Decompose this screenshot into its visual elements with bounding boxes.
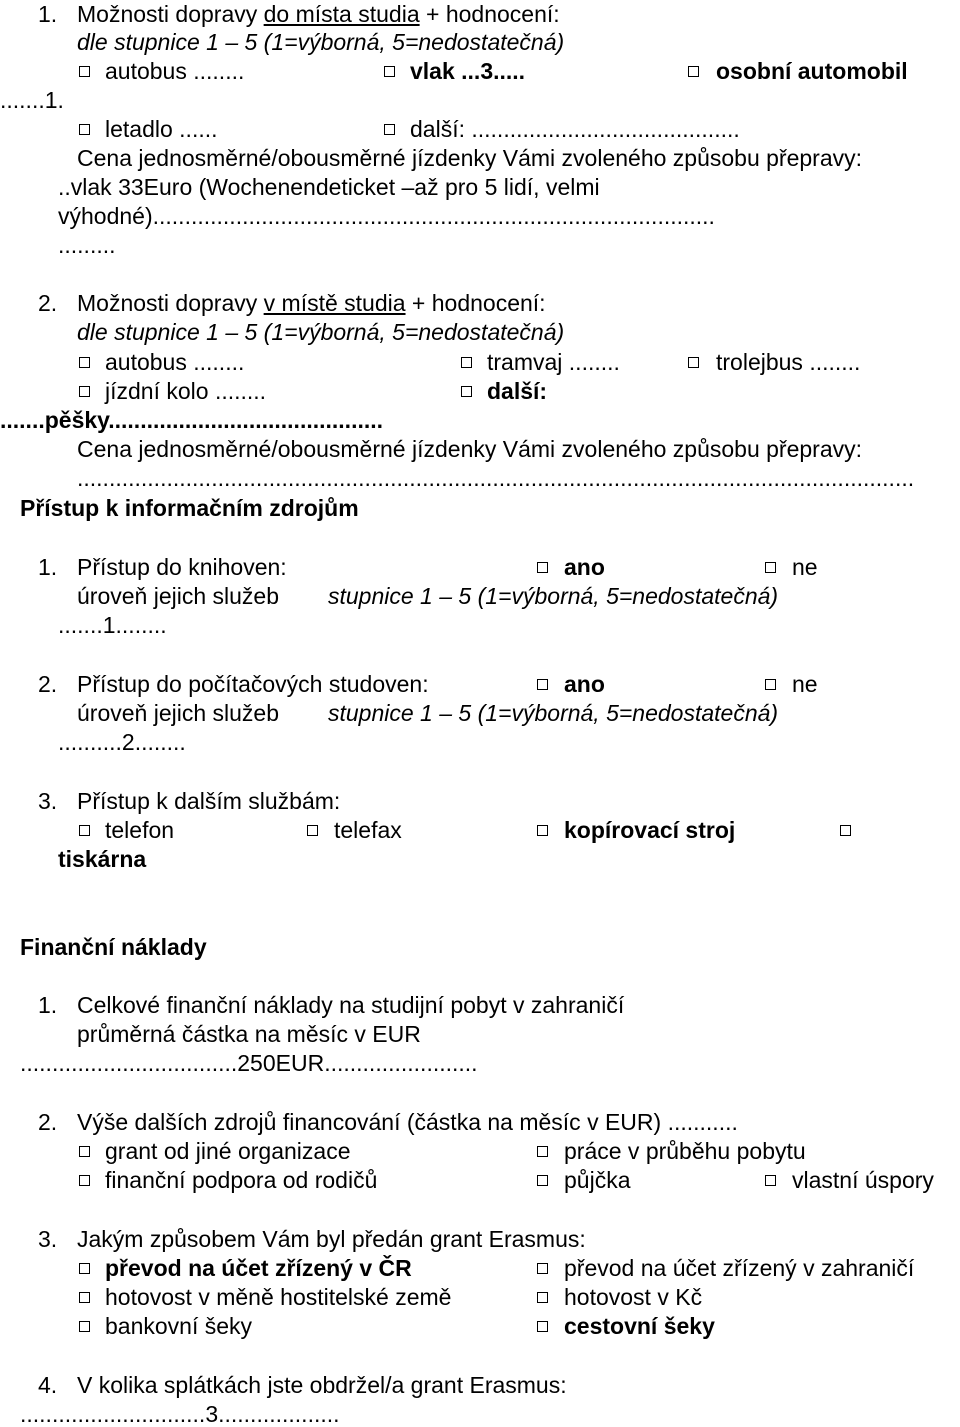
checkbox-travel-cheque[interactable]: [537, 1321, 548, 1332]
option-work: práce v průběhu pobytu: [564, 1138, 806, 1164]
option-yes: ano: [564, 671, 605, 697]
checkbox-bike[interactable]: [79, 386, 90, 397]
option-copier: kopírovací stroj: [564, 817, 736, 843]
option-phone: telefon: [105, 817, 175, 843]
option-other: další:: [487, 378, 548, 404]
option-bus: autobus ........: [105, 58, 245, 84]
section-heading-finance: Finanční náklady: [20, 934, 207, 960]
question-number: 2.: [38, 671, 58, 697]
rating-value: .......1........: [58, 612, 167, 638]
installments-value: .............................3...................: [20, 1401, 340, 1427]
price-value: ...................................................................................................................................: [77, 465, 915, 491]
question-label: V kolika splátkách jste obdržel/a grant Erasmus:: [77, 1372, 567, 1398]
question-label: Přístup do knihoven:: [77, 554, 287, 580]
other-value: .......pěšky...........................................: [0, 407, 384, 433]
question-number: 2.: [38, 290, 58, 316]
car-value: .......1.: [0, 87, 64, 113]
option-bus: autobus ........: [105, 349, 245, 375]
price-value-line2: výhodné)........................................................................................: [58, 203, 715, 229]
question-sublabel: průměrná částka na měsíc v EUR: [77, 1021, 421, 1047]
option-trolleybus: trolejbus ........: [716, 349, 861, 375]
question-title: Možnosti dopravy v místě studia + hodnocení:: [77, 290, 546, 316]
question-label: Celkové finanční náklady na studijní pobyt v zahraničí: [77, 992, 625, 1018]
option-savings: vlastní úspory: [792, 1167, 934, 1193]
question-number: 1.: [38, 1, 58, 27]
rating-scale: dle stupnice 1 – 5 (1=výborná, 5=nedostatečná): [77, 319, 565, 345]
checkbox-trolleybus[interactable]: [688, 357, 699, 368]
service-level-label: úroveň jejich služeb: [77, 700, 280, 726]
price-value-line3: .........: [58, 232, 116, 258]
checkbox-loan[interactable]: [537, 1175, 548, 1186]
checkbox-yes[interactable]: [537, 562, 548, 573]
checkbox-bus[interactable]: [79, 66, 90, 77]
question-label: Přístup do počítačových studoven:: [77, 671, 429, 697]
option-bike: jízdní kolo ........: [105, 378, 267, 404]
section-heading-info: Přístup k informačním zdrojům: [20, 495, 359, 521]
checkbox-cz-account[interactable]: [79, 1263, 90, 1274]
checkbox-fax[interactable]: [307, 825, 318, 836]
question-title: Možnosti dopravy do místa studia + hodnocení:: [77, 1, 560, 27]
option-tram: tramvaj ........: [487, 349, 620, 375]
service-level-label: úroveň jejich služeb: [77, 583, 280, 609]
price-label: Cena jednosměrné/obousměrné jízdenky Vámi zvoleného způsobu přepravy:: [77, 436, 863, 462]
price-label: Cena jednosměrné/obousměrné jízdenky Vámi zvoleného způsobu přepravy:: [77, 145, 863, 171]
checkbox-yes[interactable]: [537, 679, 548, 690]
checkbox-copier[interactable]: [537, 825, 548, 836]
checkbox-savings[interactable]: [765, 1175, 776, 1186]
question-label: Jakým způsobem Vám byl předán grant Erasmus:: [77, 1226, 586, 1252]
option-loan: půjčka: [564, 1167, 631, 1193]
question-number: 3.: [38, 1226, 58, 1252]
option-cz-account: převod na účet zřízený v ČR: [105, 1255, 412, 1281]
option-travel-cheque: cestovní šeky: [564, 1313, 715, 1339]
checkbox-plane[interactable]: [79, 124, 90, 135]
checkbox-abroad-account[interactable]: [537, 1263, 548, 1274]
checkbox-other[interactable]: [384, 124, 395, 135]
checkbox-work[interactable]: [537, 1146, 548, 1157]
question-number: 1.: [38, 554, 58, 580]
amount-value: ..................................250EUR........................: [20, 1050, 478, 1076]
checkbox-other[interactable]: [461, 386, 472, 397]
question-number: 2.: [38, 1109, 58, 1135]
option-host-cash: hotovost v měně hostitelské země: [105, 1284, 452, 1310]
question-number: 1.: [38, 992, 58, 1018]
option-printer: tiskárna: [58, 846, 147, 872]
option-no: ne: [792, 554, 818, 580]
option-car: osobní automobil: [716, 58, 908, 84]
price-value-line1: ..vlak 33Euro (Wochenendeticket –až pro 5 lidí, velmi: [58, 174, 600, 200]
option-other: další: ..........................................: [410, 116, 740, 142]
option-no: ne: [792, 671, 818, 697]
checkbox-printer[interactable]: [840, 825, 851, 836]
option-train: vlak ...3.....: [410, 58, 526, 84]
option-bank-cheque: bankovní šeky: [105, 1313, 253, 1339]
option-grant: grant od jiné organizace: [105, 1138, 351, 1164]
checkbox-parents[interactable]: [79, 1175, 90, 1186]
checkbox-host-cash[interactable]: [79, 1292, 90, 1303]
question-number: 3.: [38, 788, 58, 814]
option-czk-cash: hotovost v Kč: [564, 1284, 703, 1310]
rating-scale: dle stupnice 1 – 5 (1=výborná, 5=nedostatečná): [77, 29, 565, 55]
rating-scale: stupnice 1 – 5 (1=výborná, 5=nedostatečná): [328, 700, 779, 726]
option-yes: ano: [564, 554, 605, 580]
checkbox-tram[interactable]: [461, 357, 472, 368]
checkbox-bus[interactable]: [79, 357, 90, 368]
option-abroad-account: převod na účet zřízený v zahraničí: [564, 1255, 915, 1281]
checkbox-no[interactable]: [765, 562, 776, 573]
question-label: Přístup k dalším službám:: [77, 788, 341, 814]
option-parents: finanční podpora od rodičů: [105, 1167, 378, 1193]
option-plane: letadlo ......: [105, 116, 218, 142]
rating-value: ..........2........: [58, 729, 186, 755]
question-label: Výše dalších zdrojů financování (částka na měsíc v EUR) ...........: [77, 1109, 738, 1135]
checkbox-phone[interactable]: [79, 825, 90, 836]
rating-scale: stupnice 1 – 5 (1=výborná, 5=nedostatečná): [328, 583, 779, 609]
checkbox-grant[interactable]: [79, 1146, 90, 1157]
checkbox-bank-cheque[interactable]: [79, 1321, 90, 1332]
checkbox-train[interactable]: [384, 66, 395, 77]
option-fax: telefax: [334, 817, 402, 843]
checkbox-no[interactable]: [765, 679, 776, 690]
question-number: 4.: [38, 1372, 58, 1398]
checkbox-czk-cash[interactable]: [537, 1292, 548, 1303]
checkbox-car[interactable]: [688, 66, 699, 77]
